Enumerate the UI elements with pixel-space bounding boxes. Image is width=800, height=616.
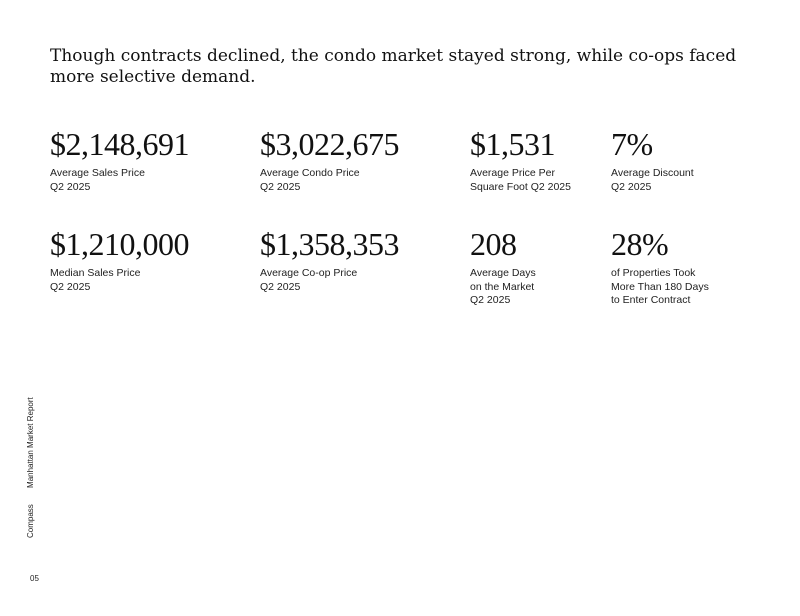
stat-label [611,267,709,308]
stat-value: $3,022,675 [260,126,399,162]
stat-label-line: Q2 2025 [260,280,301,293]
stat-value: 28% [611,226,669,262]
stat-average-price-per-square-foot [470,127,571,194]
side-footer [21,378,41,538]
stat-value: $1,210,000 [50,226,189,262]
stat-label [260,267,399,294]
page-number: 05 [30,574,39,583]
stat-label-line: Average Co-op Price [260,267,358,279]
stat-label-line: Average Condo Price [260,167,360,179]
stat-value: $1,531 [470,126,555,162]
stat-label-line: Average Price Per [470,167,556,179]
stat-average-discount [611,127,694,194]
stat-label-line: Average Discount [611,167,694,179]
footer-brand: Compass [26,504,35,538]
stat-label-line: Q2 2025 [470,294,511,306]
stat-label-line: More Than 180 Days [611,280,709,293]
stat-label-line: Q2 2025 [611,180,652,193]
stat-average-condo-price [260,127,399,194]
stat-label [50,167,189,194]
stat-average-coop-price [260,227,399,294]
stat-properties-over-180-days [611,227,709,308]
stat-label-line: to Enter Contract [611,294,691,306]
stat-value: $2,148,691 [50,126,189,162]
stat-label-line: Median Sales Price [50,267,141,279]
stat-label-line: of Properties Took [611,267,696,279]
stat-value: 208 [470,226,517,262]
stat-label-line: on the Market [470,280,535,293]
stat-label [611,167,694,194]
stat-average-days-on-market [470,227,536,308]
stat-label-line: Average Days [470,267,536,279]
stat-label [50,267,189,294]
stat-value: 7% [611,126,653,162]
stat-label [470,167,571,194]
stat-label-line: Q2 2025 [50,280,91,293]
headline: Though contracts declined, the condo market stayed strong, while co-ops faced more selective demand. [50,46,737,87]
stat-label-line: Average Sales Price [50,167,145,179]
stat-label [470,267,536,308]
stat-label-line: Square Foot Q2 2025 [470,180,571,193]
stat-label-line: Q2 2025 [260,180,301,193]
stat-label-line: Q2 2025 [50,180,91,193]
stat-label [260,167,399,194]
stat-median-sales-price [50,227,189,294]
stat-average-sales-price [50,127,189,194]
stat-value: $1,358,353 [260,226,399,262]
footer-report-title: Manhattan Market Report [26,397,35,488]
